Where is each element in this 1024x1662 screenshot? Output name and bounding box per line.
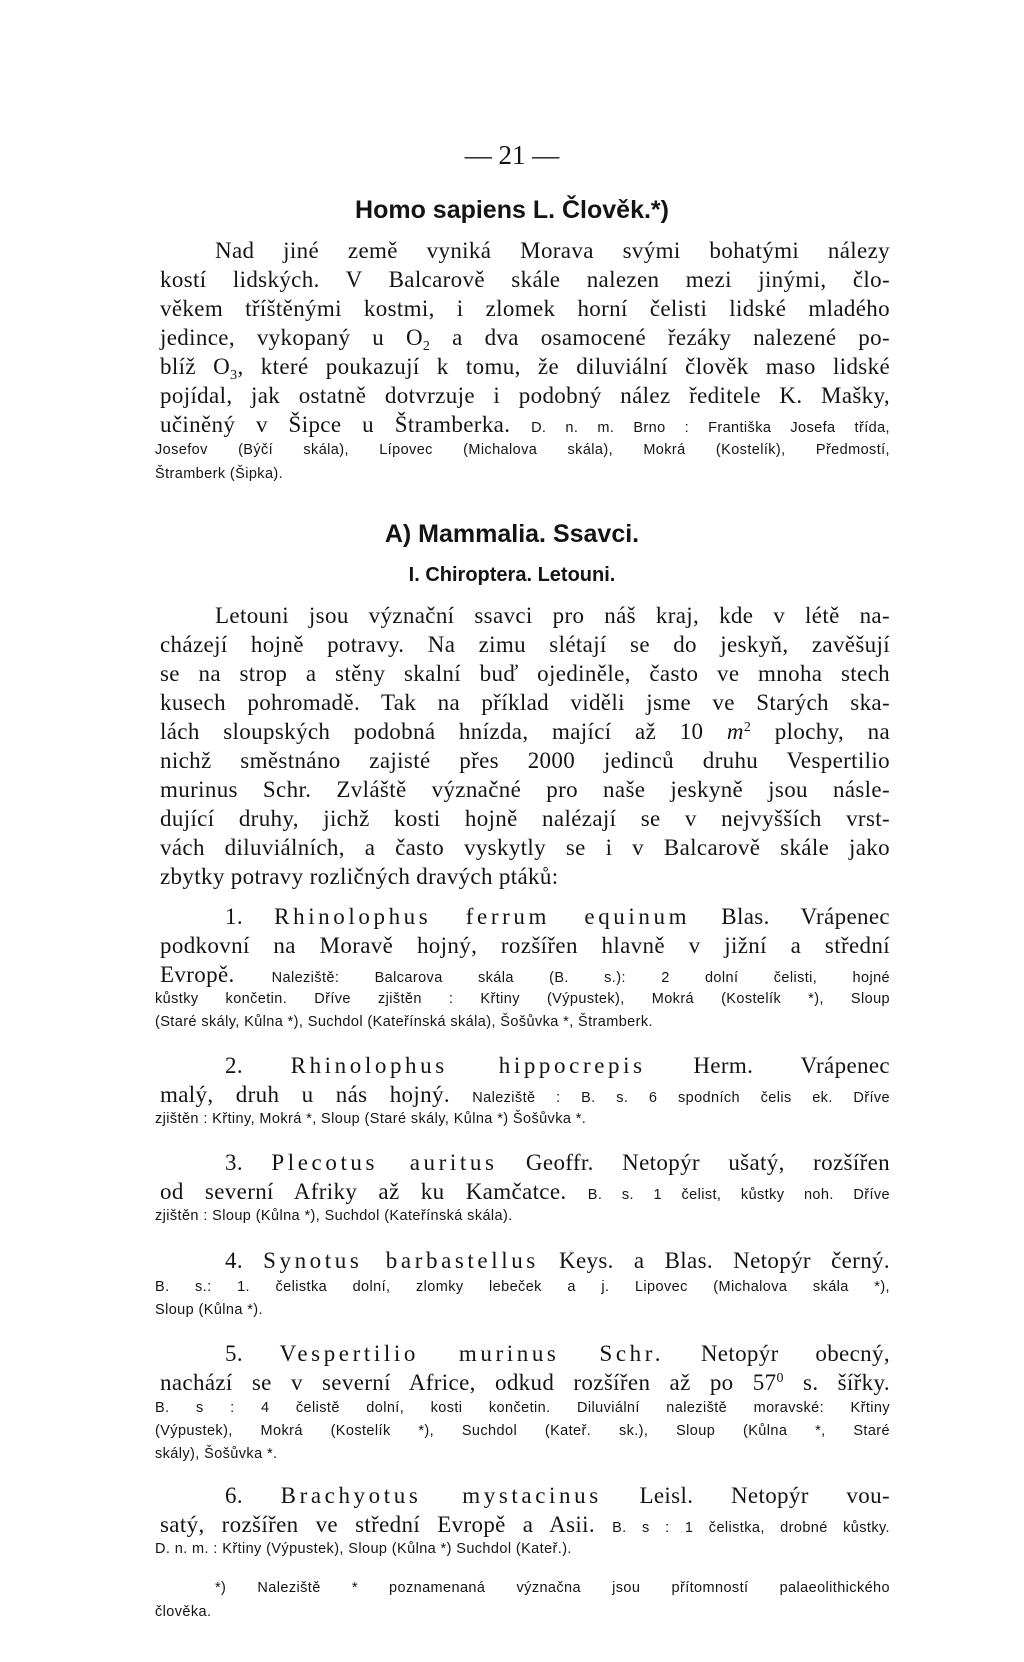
species-heading: 5. Vespertilio murinus Schr. Netopýr obecný, bbox=[225, 1341, 890, 1366]
species-name: Synotus barbastellus bbox=[263, 1248, 539, 1273]
text-line: se na strop a stěny skalní buď ojediněle, často ve mnoha stech bbox=[160, 661, 890, 686]
species-name: Vespertilio murinus Schr. bbox=[279, 1341, 665, 1366]
text-line: dující druhy, jichž kosti hojně nalézají se v nejvyšších vrst- bbox=[160, 806, 890, 831]
text-line: učiněný v Šipce u Štramberka. D. n. m. Brno : Františka Josefa třída, bbox=[160, 412, 890, 437]
section-heading-mammalia: A) Mammalia. Ssavci. bbox=[384, 520, 640, 548]
text-line: Letouni jsou význační ssavci pro náš kraj, kde v létě na- bbox=[215, 603, 890, 628]
species-name: Rhinolophus ferrum equinum bbox=[274, 904, 691, 929]
text-line: Nad jiné země vyniká Morava svými bohatými nálezy bbox=[215, 238, 890, 263]
text-line: murinus Schr. Zvláště význačné pro naše jeskyně jsou násle- bbox=[160, 777, 890, 802]
locality-line: Sloup (Kůlna *). bbox=[155, 1302, 263, 1318]
chapter-title: Homo sapiens L. Člověk.*) bbox=[355, 196, 669, 224]
text-line: jedince, vykopaný u $O_2$ a dva osamocené řezáky nalezené po- bbox=[160, 325, 890, 354]
text-line: kusech pohromadě. Tak na příklad viděli jsme ve Starých ska- bbox=[160, 690, 890, 715]
text-line: blíž $O_3$, které poukazují k tomu, že diluviální člověk maso lidské bbox=[160, 354, 890, 383]
species-heading: 6. Brachyotus mystacinus Leisl. Netopýr vou- bbox=[225, 1483, 890, 1508]
locality-line: zjištěn : Sloup (Kůlna *), Suchdol (Kateřínská skála). bbox=[155, 1208, 513, 1224]
locality-line: D. n. m. : Křtiny (Výpustek), Sloup (Kůlna *) Suchdol (Kateř.). bbox=[155, 1541, 572, 1557]
species-heading: 2. Rhinolophus hippocrepis Herm. Vrápenec bbox=[225, 1053, 890, 1078]
subsection-heading-chiroptera: I. Chiroptera. Letouni. bbox=[408, 564, 616, 586]
species-name: Plecotus auritus bbox=[271, 1150, 498, 1175]
locality-line: Štramberk (Šipka). bbox=[155, 466, 284, 482]
locality-line: B. s.: 1. čelistka dolní, zlomky lebeček a j. Lipovec (Michalova skála *), bbox=[155, 1279, 890, 1295]
text-line: cházejí hojně potravy. Na zimu slétají se do jeskyň, zavěšují bbox=[160, 632, 890, 657]
locality-line: B. s : 4 čelistě dolní, kosti končetin. Diluviální naleziště moravské: Křtiny bbox=[155, 1400, 890, 1416]
locality-line: (Výpustek), Mokrá (Kostelík *), Suchdol (Kateř. sk.), Sloup (Kůlna *, Staré bbox=[155, 1423, 890, 1439]
species-heading: 1. Rhinolophus ferrum equinum Blas. Vrápenec bbox=[225, 904, 890, 929]
text-line: satý, rozšířen ve střední Evropě a Asii. B. s : 1 čelistka, drobné kůstky. bbox=[160, 1512, 890, 1537]
text-line: od severní Afriky až ku Kamčatce. B. s. 1 čelist, kůstky noh. Dříve bbox=[160, 1179, 890, 1204]
page-number: — 21 — bbox=[464, 140, 560, 170]
text-line: podkovní na Moravě hojný, rozšířen hlavně v jižní a střední bbox=[160, 933, 890, 958]
species-heading: 4. Synotus barbastellus Keys. a Blas. Netopýr černý. bbox=[225, 1248, 890, 1273]
footnote-line: *) Naleziště * poznamenaná význačna jsou přítomností palaeolithického bbox=[215, 1580, 890, 1596]
footnote-line: člověka. bbox=[155, 1604, 212, 1620]
locality-line: Josefov (Býčí skála), Lípovec (Michalova skála), Mokrá (Kostelík), Předmostí, bbox=[155, 442, 890, 458]
text-line: malý, druh u nás hojný. Naleziště : B. s. 6 spodních čelis ek. Dříve bbox=[160, 1082, 890, 1107]
text-line: kostí lidských. V Balcarově skále nalezen mezi jinými, člo- bbox=[160, 267, 890, 292]
species-name: Rhinolophus hippocrepis bbox=[290, 1053, 646, 1078]
locality-line: kůstky končetin. Dříve zjištěn : Křtiny (Výpustek), Mokrá (Kostelík *), Sloup bbox=[155, 991, 890, 1007]
text-line: zbytky potravy rozličných dravých ptáků: bbox=[160, 864, 559, 889]
locality-line: (Staré skály, Kůlna *), Suchdol (Kateřínská skála), Šošůvka *, Štramberk. bbox=[155, 1014, 653, 1030]
species-name: Brachyotus mystacinus bbox=[280, 1483, 602, 1508]
text-line: lách sloupských podobná hnízda, mající až 10 $m^2$ plochy, na bbox=[160, 719, 891, 744]
text-line: pojídal, jak ostatně dotvrzuje i podobný nález ředitele K. Mašky, bbox=[160, 383, 890, 408]
locality-line: zjištěn : Křtiny, Mokrá *, Sloup (Staré skály, Kůlna *) Šošůvka *. bbox=[155, 1111, 587, 1127]
text-line: věkem tříštěnými kostmi, i zlomek horní čelisti lidské mladého bbox=[160, 296, 890, 321]
locality-line: skály), Šošůvka *. bbox=[155, 1446, 278, 1462]
text-line: vách diluviálních, a často vyskytly se i v Balcarově skále jako bbox=[160, 835, 890, 860]
text-line: Evropě. Naleziště: Balcarova skála (B. s.): 2 dolní čelisti, hojné bbox=[160, 962, 890, 987]
text-line: nachází se v severní Africe, odkud rozšířen až po $57^0$ s. šířky. bbox=[160, 1370, 890, 1395]
text-line: nichž směstnáno zajisté přes 2000 jedinců druhu Vespertilio bbox=[160, 748, 890, 773]
species-heading: 3. Plecotus auritus Geoffr. Netopýr ušatý, rozšířen bbox=[225, 1150, 890, 1175]
